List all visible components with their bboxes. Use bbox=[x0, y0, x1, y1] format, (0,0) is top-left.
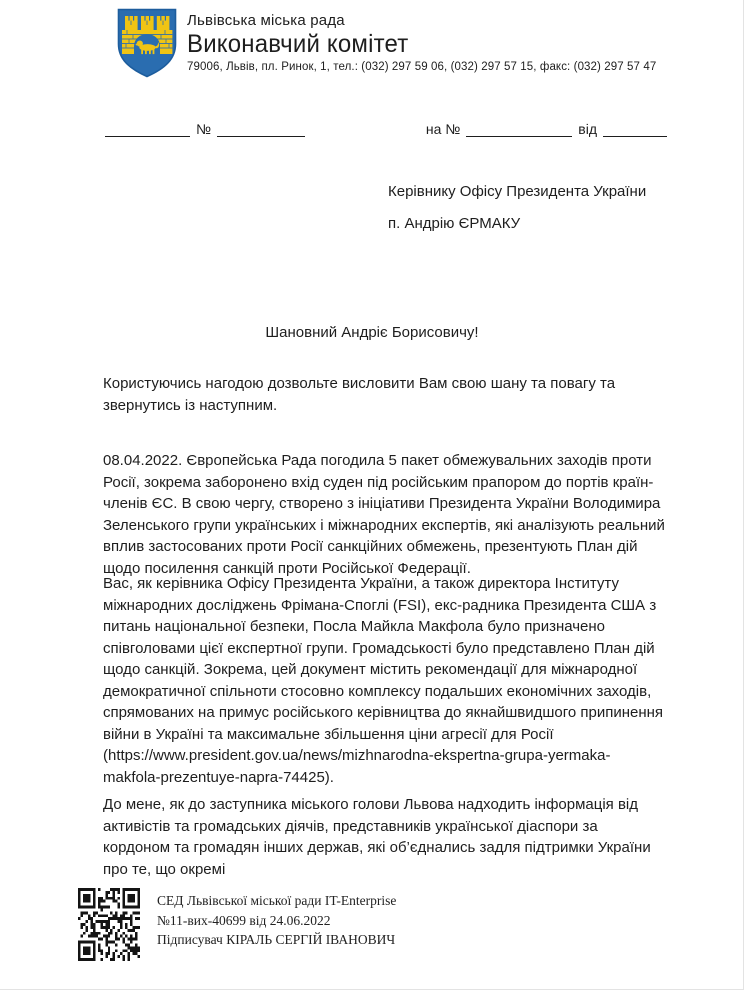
from-label: від bbox=[578, 121, 597, 137]
edoc-signer-line: Підписувач КІРАЛЬ СЕРГІЙ ІВАНОВИЧ bbox=[157, 932, 396, 947]
org-name: Львівська міська рада bbox=[187, 12, 345, 29]
salutation: Шановний Андріє Борисовичу! bbox=[265, 324, 479, 341]
lviv-coat-of-arms-icon bbox=[115, 8, 179, 78]
body-paragraph-1: 08.04.2022. Європейська Рада погодила 5 пакет обмежувальних заходів проти Росії, зокрема заборонено вхід суден під російським прапором до портів країн-членів ЄС. В свою чергу, створено з ініціативи Президента України Володимира Зеленського групи українських і міжнародних експертів, які аналізують реальний вплив застосованих проти Росії санкційних обмежень, презентують План дій щодо посилення санкцій проти Російської Федерації. bbox=[103, 452, 665, 577]
number-blank-line bbox=[217, 121, 305, 137]
intro-paragraph: Користуючись нагодою дозвольте висловити Вам свою шану та повагу та звернутись із наступним. bbox=[103, 375, 616, 414]
recipient-name: п. Андрію ЄРМАКУ bbox=[388, 215, 521, 232]
on-number-label: на № bbox=[425, 121, 461, 137]
date-blank-line bbox=[105, 121, 190, 137]
edoc-stamp bbox=[78, 888, 396, 961]
letterhead-text bbox=[187, 8, 656, 78]
on-number-blank-line bbox=[466, 121, 572, 137]
recipient-position: Керівнику Офісу Президента України bbox=[388, 183, 647, 200]
edoc-stamp-text bbox=[157, 888, 396, 961]
from-blank-line bbox=[603, 121, 667, 137]
incoming-number-group bbox=[426, 121, 667, 137]
body-paragraph-3: До мене, як до заступника міського голови Львова надходить інформація від активістів та громадських діячів, представників української діаспори за кордоном та громадян інших держав, які об’єднались задля підтримки України про те, що окремі bbox=[103, 796, 651, 878]
reference-row bbox=[105, 121, 667, 137]
org-address: 79006, Львів, пл. Ринок, 1, тел.: (032) 297 59 06, (032) 297 57 15, факс: (032) 297 57 47 bbox=[187, 61, 657, 73]
number-label: № bbox=[196, 121, 212, 137]
recipient-block bbox=[388, 176, 646, 240]
edoc-number-line: №11-вих-40699 від 24.06.2022 bbox=[157, 912, 331, 928]
edoc-system-line: СЕД Львівської міської ради IT-Enterprise bbox=[157, 893, 397, 908]
committee-title: Виконавчий комітет bbox=[187, 30, 409, 58]
body-paragraph-2: Вас, як керівника Офісу Президента України, а також директора Інституту міжнародних досліджень Фрімана-Споглі (FSI), екс-радника Президента США з питань національної безпеки, Посла Майкла Макфола було призначено співголовами цієї експертної групи. Громадськості було представлено План дій щодо санкцій. Зокрема, цей документ містить рекомендації для міжнародної демократичної спільноти стосовно комплексу подальших економічних заходів, спрямованих на примус російського керівництва до якнайшвидшого припинення війни в Україні та максимальне збільшення ціни агресії для Росії (https://www.president.gov.ua/news/mizhnarodna-ekspertna-grupa-yermaka-makfola-prezentuye-napra-74425). bbox=[103, 575, 664, 786]
letterhead bbox=[115, 8, 656, 78]
qr-code bbox=[78, 888, 140, 961]
outgoing-number-group bbox=[105, 121, 305, 137]
